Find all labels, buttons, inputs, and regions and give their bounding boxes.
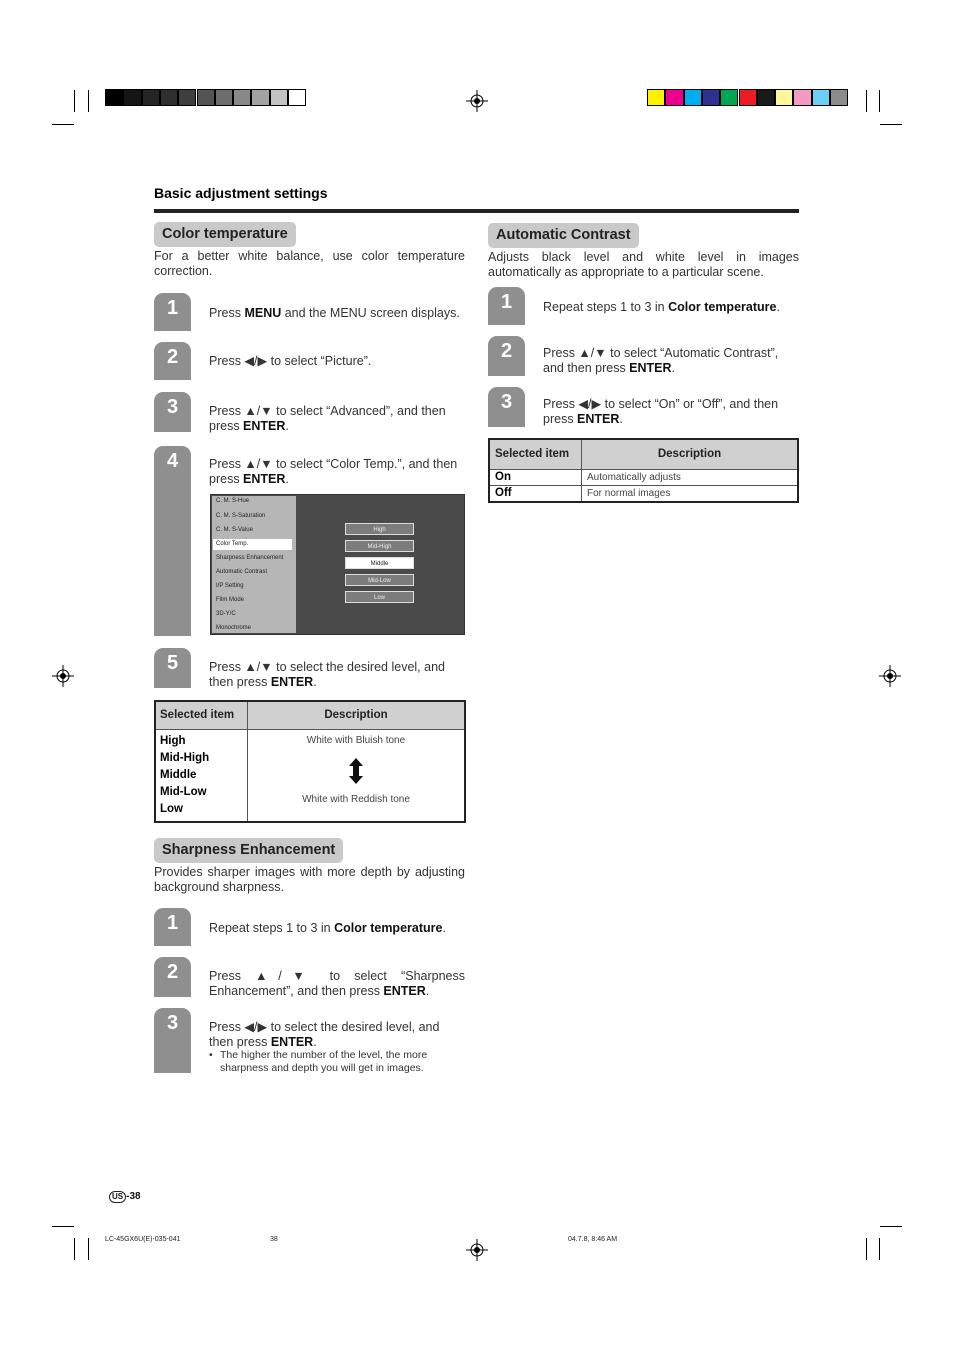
column-header: Selected item — [155, 701, 248, 729]
menu-item[interactable]: Sharpness Enhancement — [216, 555, 284, 561]
step-number: 1 — [488, 287, 525, 325]
double-arrow-icon — [349, 758, 363, 784]
level-item: High — [160, 734, 186, 747]
footer-file: LC-45GX6U(E)-035-041 — [105, 1236, 181, 1243]
menu-screen — [210, 494, 465, 635]
level-item: Middle — [160, 768, 197, 781]
color-temperature-intro: For a better white balance, use color temperature correction. — [154, 249, 465, 278]
column-header: Description — [248, 701, 466, 729]
crop-mark — [880, 1226, 902, 1227]
menu-item[interactable]: C. M. S-Saturation — [216, 513, 266, 519]
menu-list — [212, 496, 296, 633]
color-swatch — [812, 89, 830, 106]
step-number: 2 — [154, 957, 191, 997]
step-text: Repeat steps 1 to 3 in Color temperature. — [543, 300, 780, 314]
level-list — [155, 729, 248, 822]
step-text: Press ▲/▼ to select “Sharpness Enhancement”, and then press ENTER. — [209, 969, 465, 998]
gray-swatch — [197, 89, 215, 106]
note-text: The higher the number of the level, the more sharpness and depth you will get in images. — [220, 1049, 428, 1074]
gray-swatch — [178, 89, 196, 106]
crop-mark — [880, 124, 902, 125]
step-number: 1 — [154, 293, 191, 331]
color-swatch — [720, 89, 738, 106]
section-header: Basic adjustment settings — [154, 185, 328, 201]
sharpness-enhancement-title: Sharpness Enhancement — [154, 838, 343, 863]
crop-mark — [88, 1238, 89, 1260]
color-swatch — [647, 89, 665, 106]
page-number — [109, 1191, 141, 1203]
color-swatch — [684, 89, 702, 106]
color-swatch — [702, 89, 720, 106]
color-temperature-title: Color temperature — [154, 222, 296, 247]
step-number: 5 — [154, 648, 191, 688]
option-mid-low[interactable]: Mid-Low — [345, 574, 414, 586]
crop-mark — [88, 90, 89, 112]
step-text: Press ◀/▶ to select the desired level, and then press ENTER. — [209, 1020, 440, 1049]
footer-page: 38 — [270, 1236, 278, 1243]
step-number: 4 — [154, 446, 191, 636]
step-number: 3 — [154, 1008, 191, 1073]
step-text: Press ▲/▼ to select “Advanced”, and then press ENTER. — [209, 404, 446, 433]
level-item: Mid-High — [160, 751, 210, 764]
registration-target-icon — [466, 90, 488, 112]
table-row-item: On — [489, 469, 582, 485]
gray-swatch — [160, 89, 178, 106]
automatic-contrast-intro: Adjusts black level and white level in images automatically as appropriate to a particular scene. — [488, 250, 799, 279]
step-text: Press ◀/▶ to select “On” or “Off”, and then press ENTER. — [543, 397, 779, 426]
gray-swatch — [105, 89, 123, 106]
level-description — [248, 729, 466, 822]
step-number: 2 — [154, 342, 191, 380]
step-note — [209, 1049, 465, 1075]
color-swatch — [775, 89, 793, 106]
color-swatch — [830, 89, 848, 106]
gray-swatch — [288, 89, 306, 106]
step-number: 3 — [154, 392, 191, 432]
crop-mark — [74, 90, 75, 112]
menu-item[interactable]: Monochrome — [216, 625, 252, 631]
table-row-desc: Automatically adjusts — [582, 469, 799, 485]
crop-mark — [52, 1226, 74, 1227]
color-temperature-table — [154, 700, 466, 823]
step-text: Press ▲/▼ to select “Automatic Contrast”, and then press ENTER. — [543, 346, 779, 375]
color-swatch — [665, 89, 683, 106]
color-swatch — [793, 89, 811, 106]
table-row-desc: For normal images — [582, 485, 799, 502]
menu-item[interactable]: C. M. S-Value — [216, 527, 253, 533]
menu-item[interactable]: 3D-Y/C — [216, 611, 236, 617]
gray-swatch — [123, 89, 141, 106]
step-text: Press ▲/▼ to select the desired level, and then press ENTER. — [209, 660, 445, 689]
option-low[interactable]: Low — [345, 591, 414, 603]
column-header: Description — [582, 439, 799, 469]
crop-mark — [879, 1238, 880, 1260]
step-text: Press ◀/▶ to select “Picture”. — [209, 354, 372, 368]
color-swatch — [757, 89, 775, 106]
column-header: Selected item — [489, 439, 582, 469]
step-text: Press ▲/▼ to select “Color Temp.”, and then press ENTER. — [209, 457, 458, 486]
option-high[interactable]: High — [345, 523, 414, 535]
table-row-item: Off — [489, 485, 582, 502]
automatic-contrast-table — [488, 438, 799, 503]
sharpness-intro: Provides sharper images with more depth by adjusting background sharpness. — [154, 865, 465, 894]
option-mid-high[interactable]: Mid-High — [345, 540, 414, 552]
level-item: Mid-Low — [160, 785, 207, 798]
menu-item[interactable]: C. M. S-Hue — [216, 498, 250, 504]
gray-swatch — [251, 89, 269, 106]
menu-item[interactable]: Automatic Contrast — [216, 569, 268, 575]
step-number: 3 — [488, 387, 525, 427]
gray-swatch — [233, 89, 251, 106]
step-text: Repeat steps 1 to 3 in Color temperature. — [209, 921, 446, 935]
step-text: Press MENU and the MENU screen displays. — [209, 306, 460, 320]
step-number: 1 — [154, 908, 191, 946]
option-middle[interactable]: Middle — [345, 557, 414, 569]
gray-swatch — [270, 89, 288, 106]
menu-item[interactable]: I/P Setting — [216, 583, 244, 589]
crop-mark — [52, 124, 74, 125]
header-rule — [154, 209, 799, 213]
color-swatch — [739, 89, 757, 106]
crop-mark — [74, 1238, 75, 1260]
step-number: 2 — [488, 336, 525, 376]
description-top: White with Bluish tone — [306, 734, 406, 746]
menu-item[interactable]: Film Mode — [216, 597, 245, 603]
registration-target-icon — [879, 665, 901, 687]
crop-mark — [866, 1238, 867, 1260]
region-badge: US — [109, 1191, 126, 1203]
registration-target-icon — [52, 665, 74, 687]
level-item: Low — [160, 802, 183, 815]
footer-date: 04.7.8, 8:46 AM — [568, 1236, 618, 1243]
description-bottom: White with Reddish tone — [302, 793, 410, 805]
crop-mark — [879, 90, 880, 112]
crop-mark — [866, 90, 867, 112]
automatic-contrast-title: Automatic Contrast — [488, 223, 639, 248]
registration-target-icon — [466, 1239, 488, 1261]
page-number-text: -38 — [126, 1191, 141, 1202]
menu-item-selected[interactable]: Color Temp. — [213, 539, 292, 550]
gray-swatch — [215, 89, 233, 106]
gray-swatch — [142, 89, 160, 106]
bullet: • — [209, 1049, 213, 1061]
